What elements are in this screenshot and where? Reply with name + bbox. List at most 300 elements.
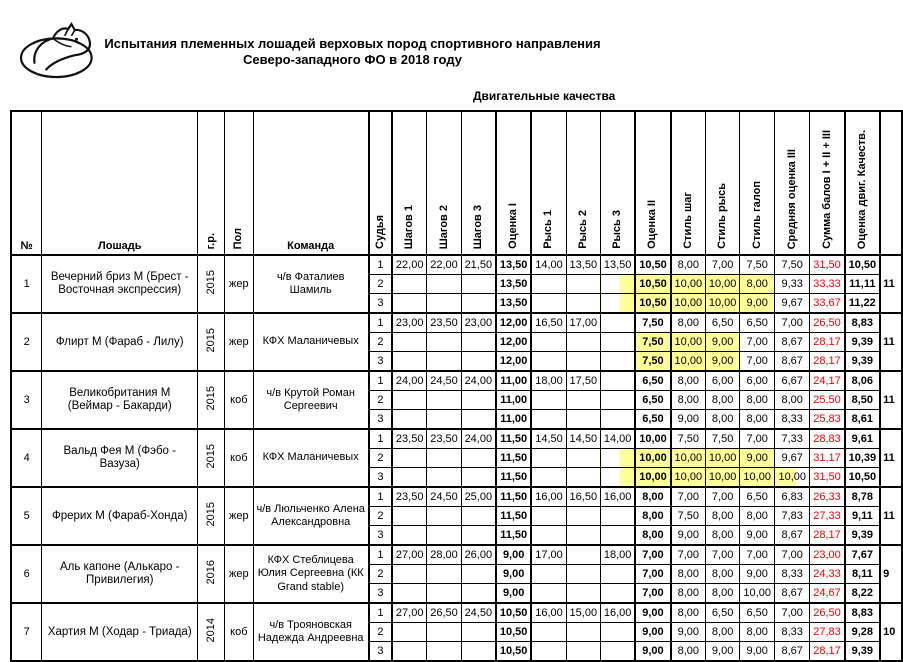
score-cell (461, 352, 496, 372)
score-cell: 8,00 (705, 526, 740, 546)
score-cell (427, 352, 462, 372)
section-title: Двигательные качества (473, 89, 616, 103)
score-cell: 23,50 (392, 487, 427, 507)
score-cell: 26,50 (810, 313, 845, 333)
judge-number: 3 (369, 584, 392, 604)
score-cell (427, 584, 462, 604)
score-cell: 16,00 (601, 487, 636, 507)
score-cell (427, 642, 462, 662)
score-cell: 9,28 (845, 623, 881, 642)
row-number: 7 (11, 603, 42, 661)
score-cell: 6,50 (635, 410, 671, 430)
score-cell: 23,50 (392, 429, 427, 449)
sex: коб (225, 371, 253, 429)
score-cell: 24,00 (392, 371, 427, 391)
score-cell: 6,00 (740, 371, 775, 391)
score-cell: 7,00 (774, 603, 810, 623)
birth-year: 2015 (198, 313, 225, 371)
score-cell (461, 468, 496, 488)
score-cell (531, 391, 566, 410)
results-table-wrap (10, 110, 903, 662)
score-cell: 10,00 (671, 294, 706, 314)
score-cell: 8,00 (705, 391, 740, 410)
score-cell (566, 391, 601, 410)
score-cell: 10,00 (705, 294, 740, 314)
score-cell: 28,17 (810, 352, 845, 372)
score-cell: 9,00 (705, 352, 740, 372)
team-name: ч/в Люльченко Алена Александровна (253, 487, 369, 545)
score-cell: 28,00 (427, 545, 462, 565)
score-cell: 6,00 (705, 371, 740, 391)
score-cell: 7,50 (635, 352, 671, 372)
score-cell: 31,50 (810, 255, 845, 275)
score-cell: 11,11 (845, 275, 881, 294)
horse-name: Вальд Фея М (Фэбо - Вазуза) (42, 429, 198, 487)
score-cell: 10,50 (496, 642, 532, 662)
score-cell: 24,00 (461, 371, 496, 391)
score-cell: 9,00 (671, 410, 706, 430)
score-cell: 17,00 (566, 313, 601, 333)
score-cell: 7,50 (705, 429, 740, 449)
score-cell (461, 565, 496, 584)
score-cell: 9,39 (845, 352, 881, 372)
judge-number: 1 (369, 255, 392, 275)
judge-number: 3 (369, 642, 392, 662)
sex: коб (225, 429, 253, 487)
page-title (60, 36, 645, 68)
judge-number: 2 (369, 507, 392, 526)
score-cell: 26,33 (810, 487, 845, 507)
score-cell (601, 294, 636, 314)
judge-number: 2 (369, 391, 392, 410)
score-cell: 9,00 (671, 526, 706, 546)
score-cell: 11,00 (496, 410, 532, 430)
header-col-0: Шагов 1 (392, 111, 427, 255)
score-cell: 7,50 (635, 313, 671, 333)
sex: жер (225, 545, 253, 603)
score-cell (392, 584, 427, 604)
score-cell: 8,00 (705, 410, 740, 430)
score-cell (531, 294, 566, 314)
score-cell (601, 584, 636, 604)
row-number: 4 (11, 429, 42, 487)
score-cell: 27,83 (810, 623, 845, 642)
score-cell: 7,00 (635, 545, 671, 565)
horse-name: Хартия М (Ходар - Триада) (42, 603, 198, 661)
horse-name: Фрерих М (Фараб-Хонда) (42, 487, 198, 545)
score-cell: 24,17 (810, 371, 845, 391)
score-cell: 11,50 (496, 449, 532, 468)
score-cell (392, 294, 427, 314)
score-cell: 8,11 (845, 565, 881, 584)
score-cell: 23,00 (392, 313, 427, 333)
score-cell: 8,33 (774, 565, 810, 584)
score-cell: 16,00 (531, 603, 566, 623)
score-cell: 6,67 (774, 371, 810, 391)
score-cell (461, 294, 496, 314)
score-cell: 10,00 (635, 429, 671, 449)
score-cell: 10,50 (635, 255, 671, 275)
table-row (11, 603, 902, 623)
score-cell: 8,00 (774, 391, 810, 410)
header-judge: Судья (369, 111, 392, 255)
score-cell (566, 507, 601, 526)
score-cell: 26,50 (427, 603, 462, 623)
score-cell: 22,00 (392, 255, 427, 275)
score-cell: 10,00 (635, 449, 671, 468)
score-cell: 13,50 (601, 255, 636, 275)
score-cell: 10,00 (671, 449, 706, 468)
score-cell: 9,00 (705, 642, 740, 662)
score-cell: 17,50 (566, 371, 601, 391)
score-cell (566, 449, 601, 468)
score-cell (392, 275, 427, 294)
score-cell: 8,00 (671, 313, 706, 333)
score-cell: 10,00 (671, 468, 706, 488)
score-cell (566, 352, 601, 372)
score-cell: 10,39 (845, 449, 881, 468)
score-cell: 7,00 (774, 313, 810, 333)
score-cell (427, 623, 462, 642)
score-cell: 23,50 (427, 313, 462, 333)
score-cell: 31,17 (810, 449, 845, 468)
score-cell: 9,39 (845, 642, 881, 662)
score-cell: 8,00 (740, 275, 775, 294)
score-cell: 8,00 (740, 410, 775, 430)
score-cell (461, 584, 496, 604)
table-row (11, 545, 902, 565)
score-cell: 28,17 (810, 526, 845, 546)
clipped-edge-value: 10 (880, 603, 902, 661)
score-cell (566, 545, 601, 565)
score-cell (461, 275, 496, 294)
score-cell (601, 333, 636, 352)
score-cell: 21,50 (461, 255, 496, 275)
table-row (11, 371, 902, 391)
score-cell (427, 391, 462, 410)
table-row (11, 429, 902, 449)
sex: коб (225, 603, 253, 661)
table-row (11, 313, 902, 333)
birth-year: 2014 (198, 603, 225, 661)
score-cell (531, 468, 566, 488)
score-cell: 8,67 (774, 526, 810, 546)
score-cell: 9,00 (496, 565, 532, 584)
score-cell: 6,83 (774, 487, 810, 507)
score-cell: 13,50 (496, 255, 532, 275)
score-cell: 8,00 (705, 623, 740, 642)
score-cell: 10,00 (671, 352, 706, 372)
header-horse: Лошадь (42, 111, 198, 255)
score-cell (531, 333, 566, 352)
score-cell: 8,61 (845, 410, 881, 430)
score-cell: 10,50 (845, 468, 881, 488)
sex: жер (225, 487, 253, 545)
score-cell (392, 468, 427, 488)
clipped-edge-value: 11 (880, 313, 902, 371)
row-number: 2 (11, 313, 42, 371)
judge-number: 2 (369, 275, 392, 294)
score-cell (392, 449, 427, 468)
score-cell: 13,50 (496, 275, 532, 294)
score-cell: 25,83 (810, 410, 845, 430)
score-cell: 25,00 (461, 487, 496, 507)
score-cell (427, 275, 462, 294)
score-cell: 8,33 (774, 410, 810, 430)
score-cell: 11,50 (496, 468, 532, 488)
header-row (11, 111, 902, 255)
score-cell (601, 468, 636, 488)
header-col-6: Рысь 3 (601, 111, 636, 255)
score-cell: 8,00 (671, 371, 706, 391)
score-cell: 22,00 (427, 255, 462, 275)
score-cell: 8,00 (671, 642, 706, 662)
score-cell: 7,00 (705, 255, 740, 275)
score-cell: 28,17 (810, 333, 845, 352)
score-cell: 12,00 (496, 333, 532, 352)
score-cell: 8,50 (845, 391, 881, 410)
score-cell: 9,00 (740, 449, 775, 468)
horse-name: Великобритания М (Веймар - Бакарди) (42, 371, 198, 429)
score-cell (601, 565, 636, 584)
score-cell (427, 526, 462, 546)
score-cell: 23,00 (810, 545, 845, 565)
score-cell (601, 410, 636, 430)
score-cell: 28,17 (810, 642, 845, 662)
header-col-8: Стиль шаг (671, 111, 706, 255)
score-cell: 9,00 (740, 565, 775, 584)
score-cell: 8,67 (774, 642, 810, 662)
score-cell: 7,00 (705, 545, 740, 565)
score-cell: 24,50 (427, 487, 462, 507)
score-cell (392, 391, 427, 410)
score-cell (427, 449, 462, 468)
score-cell (531, 275, 566, 294)
score-cell: 7,00 (671, 487, 706, 507)
header-col-5: Рысь 2 (566, 111, 601, 255)
score-cell: 7,00 (635, 565, 671, 584)
score-cell (566, 333, 601, 352)
score-cell (392, 333, 427, 352)
score-cell: 23,00 (461, 313, 496, 333)
score-cell: 6,50 (740, 603, 775, 623)
score-cell: 8,78 (845, 487, 881, 507)
score-cell (427, 410, 462, 430)
score-cell (601, 449, 636, 468)
score-cell: 8,00 (740, 623, 775, 642)
score-cell: 12,00 (496, 352, 532, 372)
score-cell: 16,50 (531, 313, 566, 333)
score-cell (461, 623, 496, 642)
header-sex: Пол (225, 111, 253, 255)
score-cell: 9,00 (496, 584, 532, 604)
clipped-edge-value: 11 (880, 255, 902, 313)
score-cell: 10,50 (845, 255, 881, 275)
score-cell (461, 507, 496, 526)
score-cell: 8,83 (845, 313, 881, 333)
score-cell (392, 565, 427, 584)
score-cell: 14,00 (601, 429, 636, 449)
sex: жер (225, 313, 253, 371)
score-cell: 6,50 (740, 313, 775, 333)
score-cell: 9,00 (671, 623, 706, 642)
score-cell: 31,50 (810, 468, 845, 488)
score-cell: 8,67 (774, 352, 810, 372)
score-cell: 8,00 (705, 565, 740, 584)
score-cell: 10,50 (635, 294, 671, 314)
score-cell: 8,00 (635, 507, 671, 526)
score-cell: 9,00 (635, 642, 671, 662)
score-cell: 9,00 (635, 603, 671, 623)
score-cell: 8,33 (774, 623, 810, 642)
score-cell (531, 565, 566, 584)
birth-year: 2016 (198, 545, 225, 603)
table-row (11, 487, 902, 507)
score-cell: 6,50 (705, 313, 740, 333)
judge-number: 1 (369, 545, 392, 565)
score-cell: 10,00 (705, 449, 740, 468)
judge-number: 3 (369, 294, 392, 314)
team-name: ч/в Крутой Роман Сергеевич (253, 371, 369, 429)
score-cell: 10,00 (705, 468, 740, 488)
score-cell: 18,00 (531, 371, 566, 391)
score-cell: 10,00 (774, 468, 810, 488)
clipped-edge-value: 9 (880, 545, 902, 603)
score-cell: 9,00 (740, 526, 775, 546)
score-cell: 27,33 (810, 507, 845, 526)
score-cell (461, 449, 496, 468)
clipped-edge-value: 11 (880, 487, 902, 545)
score-cell: 9,67 (774, 294, 810, 314)
score-cell (566, 468, 601, 488)
score-cell: 6,50 (635, 371, 671, 391)
score-cell: 9,00 (740, 294, 775, 314)
score-cell: 8,00 (635, 526, 671, 546)
score-cell: 9,00 (635, 623, 671, 642)
team-name: ч/в Трояновская Надежда Андреевна (253, 603, 369, 661)
score-cell (566, 294, 601, 314)
score-cell (461, 642, 496, 662)
score-cell: 10,00 (740, 584, 775, 604)
row-number: 6 (11, 545, 42, 603)
score-cell (601, 391, 636, 410)
judge-number: 1 (369, 487, 392, 507)
header-col-1: Шагов 2 (427, 111, 462, 255)
score-cell: 8,22 (845, 584, 881, 604)
score-cell (392, 507, 427, 526)
score-cell: 9,00 (496, 545, 532, 565)
score-cell: 8,00 (705, 584, 740, 604)
score-cell: 11,22 (845, 294, 881, 314)
score-cell: 17,00 (531, 545, 566, 565)
header-col-11: Средняя оценка III (774, 111, 810, 255)
score-cell: 7,50 (635, 333, 671, 352)
score-cell: 10,00 (635, 468, 671, 488)
page-title-line1: Испытания племенных лошадей верховых пород спортивного направления (104, 36, 601, 51)
score-cell: 11,50 (496, 487, 532, 507)
score-cell: 27,00 (392, 545, 427, 565)
score-cell: 9,33 (774, 275, 810, 294)
judge-number: 2 (369, 333, 392, 352)
score-cell: 7,00 (705, 487, 740, 507)
judge-number: 2 (369, 565, 392, 584)
score-cell: 12,00 (496, 313, 532, 333)
judge-number: 1 (369, 313, 392, 333)
score-cell (566, 565, 601, 584)
score-cell: 7,33 (774, 429, 810, 449)
score-cell: 8,00 (740, 391, 775, 410)
score-cell: 9,00 (740, 642, 775, 662)
score-cell: 9,11 (845, 507, 881, 526)
score-cell: 11,00 (496, 391, 532, 410)
score-cell (461, 333, 496, 352)
score-cell: 8,00 (635, 487, 671, 507)
score-cell: 16,50 (566, 487, 601, 507)
header-col-3: Оценка I (496, 111, 532, 255)
header-col-2: Шагов 3 (461, 111, 496, 255)
score-cell: 11,50 (496, 429, 532, 449)
clipped-edge-value: 11 (880, 429, 902, 487)
score-cell: 8,00 (671, 603, 706, 623)
score-cell: 9,39 (845, 526, 881, 546)
header-col-13: Оценка двиг. Качеств. (845, 111, 881, 255)
team-name: КФХ Стеблицева Юлия Сергеевна (КК Grand stable) (253, 545, 369, 603)
score-cell (601, 275, 636, 294)
page-title-line2: Северо-западного ФО в 2018 году (243, 52, 462, 67)
row-number: 1 (11, 255, 42, 313)
row-number: 3 (11, 371, 42, 429)
score-cell: 14,50 (531, 429, 566, 449)
score-cell (461, 410, 496, 430)
team-name: ч/в Фаталиев Шамиль (253, 255, 369, 313)
score-cell (427, 565, 462, 584)
team-name: КФХ Маланичевых (253, 429, 369, 487)
header-col-4: Рысь 1 (531, 111, 566, 255)
score-cell: 8,67 (774, 333, 810, 352)
score-cell: 24,00 (461, 429, 496, 449)
score-cell: 7,00 (740, 352, 775, 372)
header-col-7: Оценка II (635, 111, 671, 255)
score-cell: 28,83 (810, 429, 845, 449)
score-cell: 11,00 (496, 371, 532, 391)
score-cell (427, 294, 462, 314)
score-cell (601, 623, 636, 642)
score-cell (601, 313, 636, 333)
score-cell: 26,00 (461, 545, 496, 565)
score-cell (601, 371, 636, 391)
score-cell: 26,50 (810, 603, 845, 623)
score-cell: 7,00 (635, 584, 671, 604)
score-cell: 33,67 (810, 294, 845, 314)
header-col-edge (880, 111, 902, 255)
judge-number: 1 (369, 371, 392, 391)
score-cell (566, 275, 601, 294)
table-row (11, 255, 902, 275)
score-cell: 7,50 (671, 507, 706, 526)
score-cell: 9,61 (845, 429, 881, 449)
judge-number: 2 (369, 449, 392, 468)
score-cell: 14,00 (531, 255, 566, 275)
judge-number: 3 (369, 468, 392, 488)
results-table (10, 110, 903, 662)
horse-name: Вечерний бриз М (Брест - Восточная экспрессия) (42, 255, 198, 313)
score-cell: 33,33 (810, 275, 845, 294)
header-team: Команда (253, 111, 369, 255)
score-cell (601, 642, 636, 662)
score-cell (566, 642, 601, 662)
score-cell: 7,00 (671, 545, 706, 565)
row-number: 5 (11, 487, 42, 545)
